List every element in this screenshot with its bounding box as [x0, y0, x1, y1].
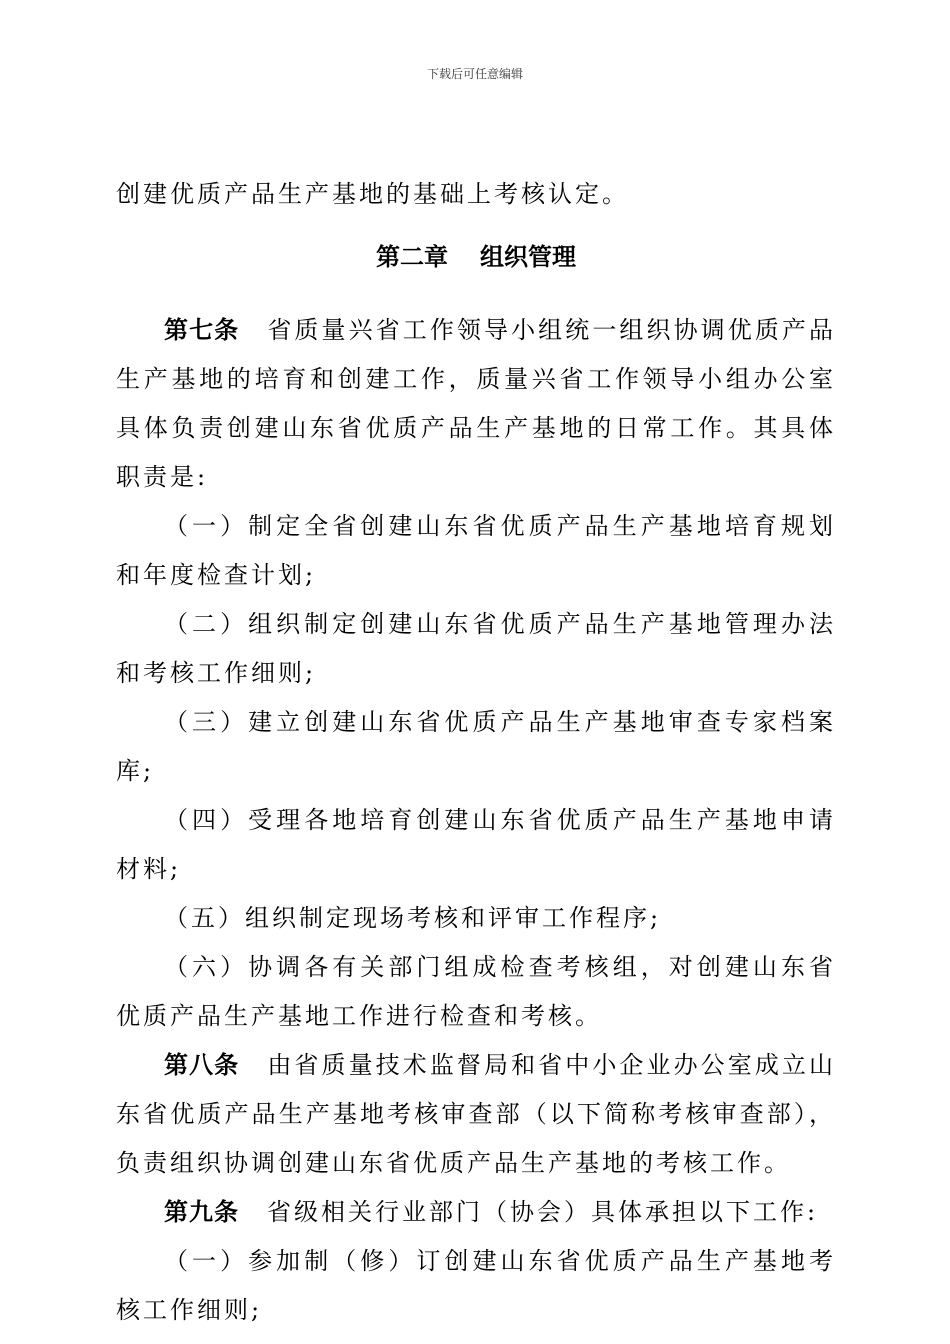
page-header-note: 下载后可任意编辑 [426, 67, 523, 81]
chapter-heading [116, 233, 836, 282]
article-7-item-5: （五）组织制定现场考核和评审工作程序; [164, 904, 662, 932]
article-7-item-2: （二）组织制定创建山东省优质产品生产基地管理办法和考核工作细则; [116, 610, 836, 687]
chapter-title: 组织管理 [480, 243, 576, 271]
paragraph-continuation: 创建优质产品生产基地的基础上考核认定。 [116, 180, 629, 208]
article-7-item-6: （六）协调各有关部门组成检查考核组，对创建山东省优质产品生产基地工作进行检查和考核。 [116, 953, 836, 1030]
chapter-number: 第二章 [376, 243, 448, 271]
document-body [116, 170, 836, 1335]
article-8 [116, 1041, 836, 1188]
article-9 [116, 1188, 836, 1237]
article-7-item-1: （一）制定全省创建山东省优质产品生产基地培育规划和年度检查计划; [116, 512, 836, 589]
article-9-label: 第九条 [164, 1198, 239, 1226]
article-9-text: 省级相关行业部门（协会）具体承担以下工作: [267, 1198, 819, 1226]
article-8-label: 第八条 [164, 1051, 240, 1079]
article-9-item-1: （一）参加制（修）订创建山东省优质产品生产基地考核工作细则; [116, 1247, 836, 1324]
article-7-label: 第七条 [164, 316, 240, 344]
article-7-item-3: （三）建立创建山东省优质产品生产基地审查专家档案库; [116, 708, 836, 785]
article-7-text: 省质量兴省工作领导小组统一组织协调优质产品生产基地的培育和创建工作，质量兴省工作领导小组办公室具体负责创建山东省优质产品生产基地的日常工作。其具体职责是: [116, 316, 836, 491]
article-8-text: 由省质量技术监督局和省中小企业办公室成立山东省优质产品生产基地考核审查部（以下简称考核审查部），负责组织协调创建山东省优质产品生产基地的考核工作。 [116, 1051, 836, 1177]
article-7-item-4: （四）受理各地培育创建山东省优质产品生产基地申请材料; [116, 806, 836, 883]
article-7 [116, 306, 836, 502]
